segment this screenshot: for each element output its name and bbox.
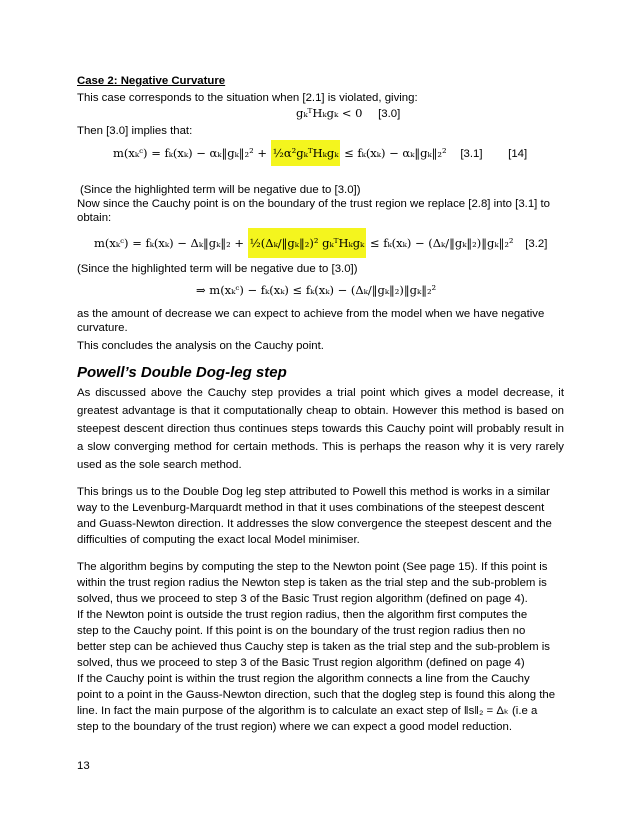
highlighted-term-3-1: ½α²gₖᵀHₖgₖ — [271, 140, 341, 166]
equation-3-0-ref: [3.0] — [378, 108, 401, 120]
paragraph-2-line-2: way to the Levenburg-Marquardt method in that it uses combinations of the steepest descent — [77, 502, 545, 514]
section-title: Powell’s Double Dog-leg step — [77, 364, 287, 381]
case2-intro: This case corresponds to the situation when [2.1] is violated, giving: — [77, 92, 418, 104]
highlighted-term-3-2: ½(Δₖ/‖gₖ‖₂)² gₖᵀHₖgₖ — [248, 228, 367, 258]
equation-3-2 — [94, 236, 547, 250]
page-number: 13 — [77, 760, 90, 772]
equation-3-1-right: ≤ fₖ(xₖ) − αₖ‖gₖ‖₂² — [344, 146, 447, 160]
paragraph-3-line-1: The algorithm begins by computing the step to the Newton point (See page 15). If this point is — [77, 561, 548, 573]
paragraph-3-line-4: If the Newton point is outside the trust region radius, then the algorithm first computes the — [77, 609, 528, 621]
case2-heading: Case 2: Negative Curvature — [77, 75, 226, 87]
paragraph-3-line-11: step to the boundary of the trust region) where we can expect a good model reduction. — [77, 721, 513, 733]
equation-3-3: ⇒ m(xₖᶜ) − fₖ(xₖ) ≤ fₖ(xₖ) − (Δₖ/‖gₖ‖₂)‖gₖ‖₂² — [196, 283, 437, 297]
paragraph-1-line-2: greatest advantage is that it computationally cheap to obtain. However this method is based on — [77, 405, 564, 417]
equation-3-1 — [113, 146, 527, 160]
equation-3-1-left: m(xₖᶜ) = fₖ(xₖ) − αₖ‖gₖ‖₂² + — [113, 146, 268, 160]
decrease-text-1: as the amount of decrease we can expect to achieve from the model when we have negative — [77, 308, 545, 320]
paragraph-3-line-9: point to a point in the Gauss-Newton direction, such that the dogleg step is found this along the — [77, 689, 556, 701]
equation-3-0 — [296, 106, 400, 120]
paragraph-2-line-1: This brings us to the Double Dog leg step attributed to Powell this method is works in a similar — [77, 486, 550, 498]
paragraph-3-line-8: If the Cauchy point is within the trust region the algorithm connects a line from the Cauchy — [77, 673, 530, 685]
since-note-2: (Since the highlighted term will be negative due to [3.0]) — [77, 263, 358, 275]
paragraph-1-line-4: a slow converging method for certain methods. This is perhaps the reason why it is very rarely — [77, 441, 564, 453]
paragraph-3-line-5: step to the Cauchy point. If this point is on the boundary of the trust region radius then no — [77, 625, 526, 637]
paragraph-1-line-3: steepest descent direction thus continues steps towards this Cauchy point will probably result in — [77, 423, 564, 435]
concludes-text: This concludes the analysis on the Cauchy point. — [77, 340, 324, 352]
decrease-text-2: curvature. — [77, 322, 128, 334]
paragraph-1-line-5: used as the sole search method. — [77, 459, 242, 471]
paragraph-1-line-1: As discussed above the Cauchy step provides a trial point which gives a model decrease, it — [77, 387, 564, 399]
equation-3-2-ref: [3.2] — [525, 238, 548, 250]
replace-text-2: obtain: — [77, 212, 112, 224]
then-text: Then [3.0] implies that: — [77, 125, 193, 137]
paragraph-3-line-7: solved, thus we proceed to step 3 of the Basic Trust region algorithm (defined on page 4) — [77, 657, 525, 669]
citation-14: [14] — [508, 148, 528, 160]
paragraph-3-line-10: line. In fact the main purpose of the algorithm is to calculate an exact step of ‖s‖₂ = Δₖ (i.e a — [77, 705, 538, 717]
equation-3-1-ref: [3.1] — [460, 148, 483, 160]
equation-3-0-body: gₖᵀHₖgₖ < 0 — [296, 106, 363, 120]
equation-3-2-left: m(xₖᶜ) = fₖ(xₖ) − Δₖ‖gₖ‖₂ + — [94, 236, 244, 250]
replace-text-1: Now since the Cauchy point is on the boundary of the trust region we replace [2.8] into [3.1] to — [77, 198, 550, 210]
paragraph-3-line-6: better step can be achieved thus Cauchy step is taken as the trial step and the sub-problem is — [77, 641, 550, 653]
equation-3-2-right: ≤ fₖ(xₖ) − (Δₖ/‖gₖ‖₂)‖gₖ‖₂² — [369, 236, 514, 250]
paragraph-2-line-3: and Guass-Newton direction. It addresses the slow convergence the steepest descent and the — [77, 518, 552, 530]
since-note-1: (Since the highlighted term will be negative due to [3.0]) — [80, 184, 361, 196]
paragraph-2-line-4: difficulties of computing the exact local Model minimiser. — [77, 534, 360, 546]
paragraph-3-line-3: solved, thus we proceed to step 3 of the Basic Trust region algorithm (defined on page 4). — [77, 593, 528, 605]
paragraph-3-line-2: within the trust region radius the Newton step is taken as the trial step and the sub-problem is — [77, 577, 547, 589]
